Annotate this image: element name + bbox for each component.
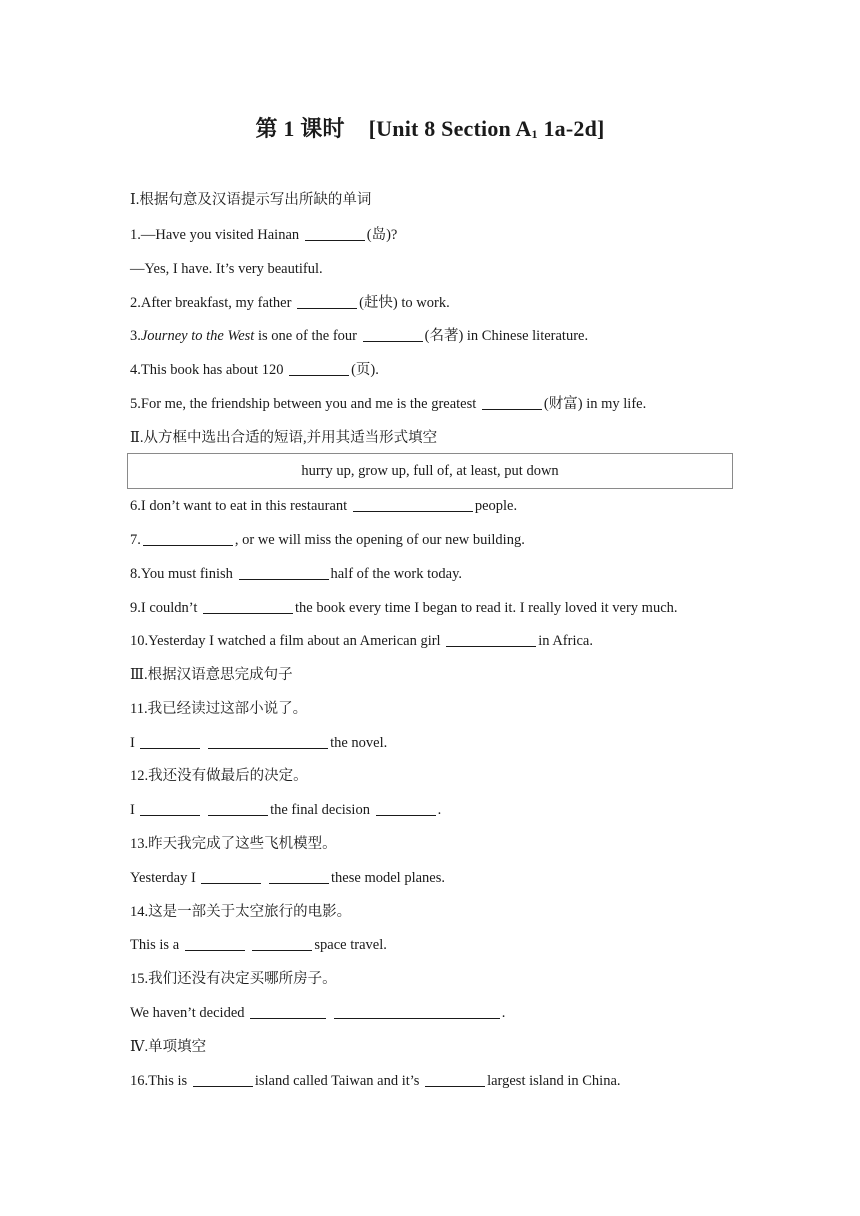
answer-blank[interactable] <box>252 936 312 951</box>
title-range: 1a-2d] <box>537 116 605 141</box>
section-1-heading: Ⅰ.根据句意及汉语提示写出所缺的单词 <box>130 192 372 208</box>
answer-blank[interactable] <box>297 294 357 309</box>
question-15-chinese: 15.我们还没有决定买哪所房子。 <box>130 971 337 987</box>
question-1-reply: —Yes, I have. It’s very beautiful. <box>130 261 323 277</box>
title-lesson: 第 1 课时 <box>255 116 345 141</box>
answer-blank[interactable] <box>208 801 268 816</box>
answer-blank[interactable] <box>353 497 473 512</box>
question-10: 10.Yesterday I watched a film about an American girl in Africa. <box>130 633 593 649</box>
question-14: This is a space travel. <box>130 937 387 953</box>
question-14-chinese: 14.这是一部关于太空旅行的电影。 <box>130 904 352 920</box>
page-title <box>0 112 860 143</box>
question-2: 2.After breakfast, my father (赶快) to work. <box>130 295 450 311</box>
answer-blank[interactable] <box>305 226 365 241</box>
answer-blank[interactable] <box>143 531 233 546</box>
answer-blank[interactable] <box>363 327 423 342</box>
phrase-box: hurry up, grow up, full of, at least, put down <box>127 453 733 489</box>
question-7: 7. , or we will miss the opening of our new building. <box>130 532 525 548</box>
answer-blank[interactable] <box>140 801 200 816</box>
question-9: 9.I couldn’t the book every time I began to read it. I really loved it very much. <box>130 600 678 616</box>
section-4-heading: Ⅳ.单项填空 <box>130 1039 207 1055</box>
question-13: Yesterday I these model planes. <box>130 870 445 886</box>
question-6: 6.I don’t want to eat in this restaurant people. <box>130 498 518 514</box>
answer-blank[interactable] <box>201 869 261 884</box>
answer-blank[interactable] <box>482 395 542 410</box>
answer-blank[interactable] <box>140 734 200 749</box>
answer-blank[interactable] <box>269 869 329 884</box>
answer-blank[interactable] <box>203 599 293 614</box>
answer-blank[interactable] <box>446 632 536 647</box>
title-unit: [Unit 8 Section A <box>368 116 532 141</box>
answer-blank[interactable] <box>185 936 245 951</box>
question-12-chinese: 12.我还没有做最后的决定。 <box>130 768 308 784</box>
answer-blank[interactable] <box>376 801 436 816</box>
answer-blank[interactable] <box>208 734 328 749</box>
question-5: 5.For me, the friendship between you and me is the greatest (财富) in my life. <box>130 396 647 412</box>
question-13-chinese: 13.昨天我完成了这些飞机模型。 <box>130 836 337 852</box>
book-title: Journey to the West <box>140 328 255 344</box>
answer-blank[interactable] <box>250 1004 326 1019</box>
question-1: 1.—Have you visited Hainan (岛)? <box>130 227 398 243</box>
question-11-chinese: 11.我已经读过这部小说了。 <box>130 701 308 717</box>
question-3: 3.Journey to the West is one of the four (名著) in Chinese literature. <box>130 328 589 344</box>
question-8: 8.You must finish half of the work today. <box>130 566 463 582</box>
title-sub: 1 <box>531 127 538 141</box>
answer-blank[interactable] <box>193 1072 253 1087</box>
question-4: 4.This book has about 120 (页). <box>130 362 379 378</box>
section-3-heading: Ⅲ.根据汉语意思完成句子 <box>130 667 293 683</box>
question-15: We haven’t decided . <box>130 1005 506 1021</box>
answer-blank[interactable] <box>289 361 349 376</box>
question-16: 16.This is island called Taiwan and it’s largest island in China. <box>130 1073 621 1089</box>
question-11: I the novel. <box>130 735 388 751</box>
section-2-heading: Ⅱ.从方框中选出合适的短语,并用其适当形式填空 <box>130 430 438 446</box>
answer-blank[interactable] <box>425 1072 485 1087</box>
answer-blank[interactable] <box>239 565 329 580</box>
question-12: I the final decision . <box>130 802 442 818</box>
answer-blank[interactable] <box>334 1004 500 1019</box>
